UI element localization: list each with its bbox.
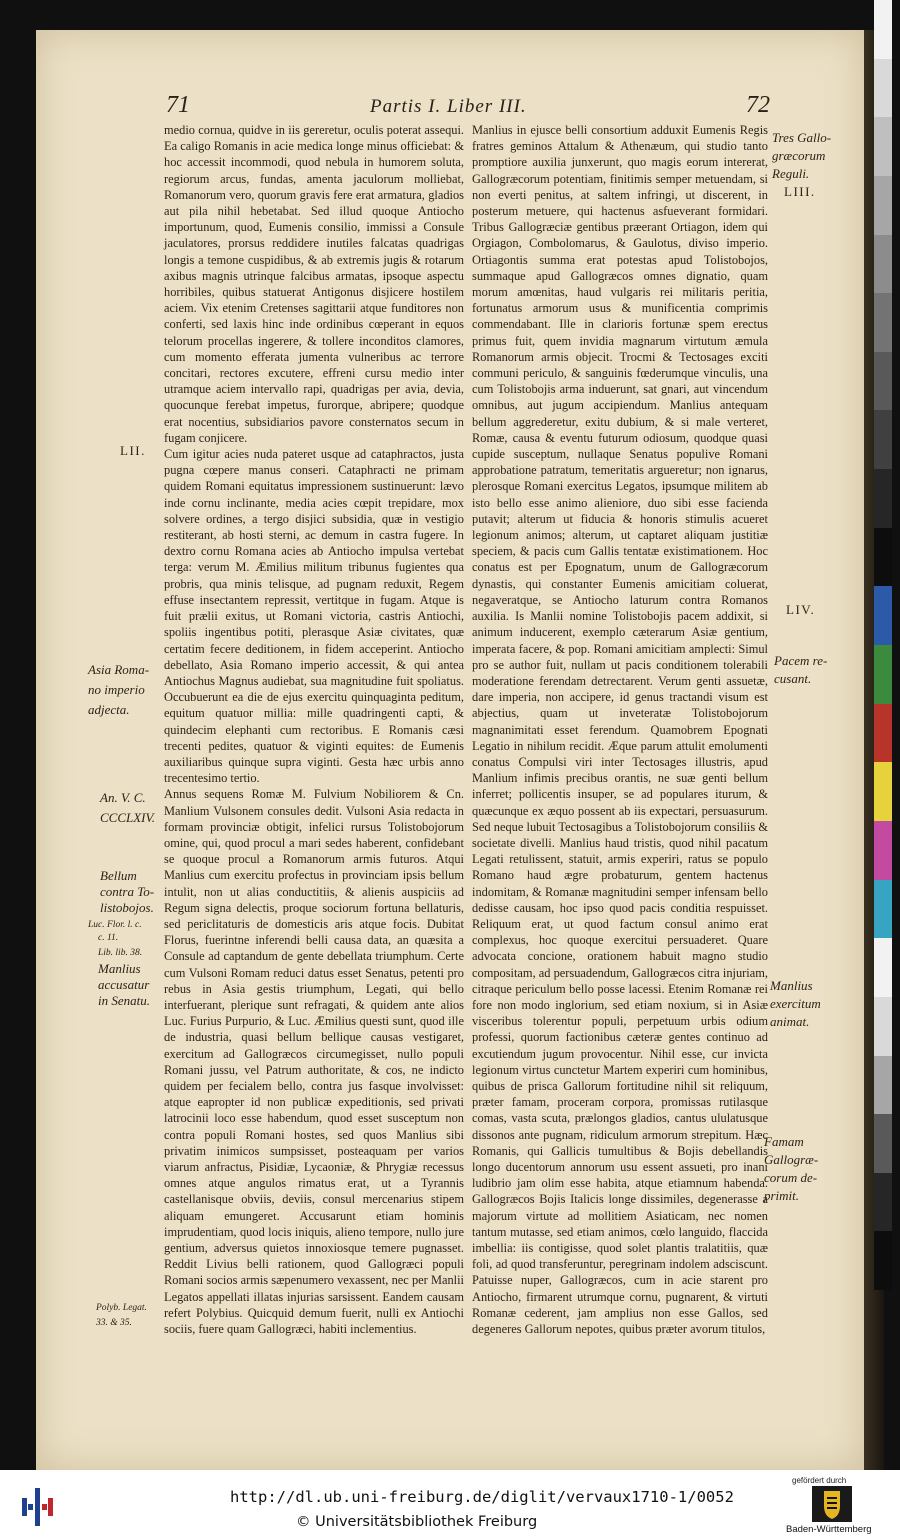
margin-note-famam: corum de- [764, 1170, 818, 1185]
margin-note-manlius: Manlius [98, 961, 141, 976]
paragraph: medio cornua, quidve in iis gereretur, oculis poterat assequi. Ea caligo Romanis in acie medica longe minus officiebat: & hoc accessit incommodi, quod nebula in humorem soluta, regiorum arcus, fundas, amenta jaculorum molliebat, Romanorum vero, quorum gravis fere erat armatura, gladios aut pila nihil hebetabat. Sed illud quoque Antiocho importunum, quod, Eumenis consilio, immissi a Consule jaculatores, prorsus reddidere inutiles falcatas quadrigas longis a temone cuspidibus, & ab extremis jugis & rotarum axibus magnis utrinque falcibus armatas, ipsoque aspectu horribiles, quibus statuerat Antigonus disjicere hostilem aciem. Vix etenim Cretenses sagittarii atque funditores non conferti, sed laxis hinc inde ordinibus cœperant in equos telorum procellas ingerere, & tollere inconditos clamores, cum momento efferata jumenta vulneribus ac terrore concitari, rectores excutere, effreni cursu medio inter utramque aciem intervallo rapi, quadrigas per avia, devia, quocunque ferebat impetus, furorque, abripere; quodque erat nocentius, subsidiarios pavore consternatos secum in fugam conjicere. [164, 123, 464, 445]
section-number-lii: LII. [120, 443, 146, 458]
margin-note-year: An. V. C. [100, 790, 146, 805]
page-number-left: 71 [166, 92, 190, 118]
page-number-right: 72 [746, 92, 770, 118]
margin-note-bellum: contra To- [100, 884, 155, 899]
funding-label: gefördert durch [792, 1476, 847, 1485]
margin-note-asia: adjecta. [88, 702, 130, 717]
paragraph: Annus sequens Romæ M. Fulvium Nobiliorem & Cn. Manlium Vulsonem consules dedit. Vulsoni Asia redacta in formam provinciæ obtigit, infelici rursus Tolistobojorum omine, qui, quod procul a mari sedes haberent, confidebant se quoque procul a Romanorum armis futuros. Atqui Manlius cum exercitu profectus in provinciam ipsis bellum intulit, non ut alias conductitiis, & alienis auspiciis ad Regum signa delectis, proque sociorum fortuna bellaturis, sed periclitaturis de domesticis aris atque focis. Dubitat Florus, fuerintne inferendi belli causa data, an quæsita a Consule ad captandum de gente debellata triumphum. Certe cum Vulsoni Romam reduci datus esset Senatus, petenti pro rebus in Asia gestis triumphum, Legati, qui bello interfuerant, plerique sunt refragati, & quidem ante alios Luc. Furius Purpurio, & Luc. Æmilius questi sunt, quod ille de industria, quasi bellum bellique causas vestigaret, exercitum ad Gallogræcos circumegisset, nullo populi Romani jussu, vel Patrum authoritate, & cos, ne indicto quidem per fecialem bello, contra jus fasque involvisset: atque eapropter id non publicæ expeditionis, sed privati latrocinii loco esse habendum, quod esset susceptum non contra populi Romani hostes, sed quos Manlius sibi privatim inimicos sumpsisset, posteaquam per varios viarum anfractus, Pisidiæ, Lycaoniæ, & Phrygiæ recessus omnes atque angulos rimatus erat, ut a Tyrannis castellanisque obviis, deviis, consul mercenarius stipem aliquam emungeret. Accusarunt etiam hominis imprudentiam, quod locis iniquis, alieno tempore, nullo jure gentium, adversus quietos innoxiosque temere pugnasset. Reddit Livius belli rationem, quod Gallogræci populi Romani socios armis sæpenumero vexassent, nec per Manlii Legatos appellati illatas injurias sarsissent. Eandem causam refert Polybius. Quicquid demum fuerit, nulli ex Antiochi sociis, fuere quam Gallogræci, habiti inclementius. [164, 787, 464, 1337]
margin-note-bellum: Bellum [100, 868, 137, 883]
running-header [160, 92, 770, 120]
margin-note-manlius: in Senatu. [98, 993, 150, 1008]
section-number-liii: LIII. [784, 184, 816, 199]
margin-note-asia: Asia Roma- [88, 662, 150, 677]
running-title: Partis I. Liber III. [370, 96, 527, 117]
margin-note-tres: Tres Gallo- [772, 130, 832, 145]
margin-note-exercitum: animat. [770, 1014, 810, 1029]
coat-of-arms-icon [812, 1486, 852, 1522]
margin-note-manlius: accusatur [98, 977, 150, 992]
margin-note-pacem: Pacem re- [774, 653, 828, 668]
margin-note-famam: Gallogræ- [764, 1152, 819, 1167]
sponsor-name: Baden-Württemberg [786, 1524, 872, 1535]
margin-citation: Polyb. Legat. [96, 1303, 147, 1313]
left-text-column [164, 122, 464, 1352]
margin-note-tres: Reguli. [772, 166, 810, 181]
footer-bar [0, 1470, 900, 1538]
margin-citation: Luc. Flor. l. c. [88, 920, 142, 930]
color-calibration-strip [874, 0, 892, 1290]
margin-citation: Lib. lib. 38. [98, 948, 143, 958]
margin-note-year: CCCLXIV. [100, 810, 156, 825]
paragraph: Cum igitur acies nuda pateret usque ad cataphractos, justa pugna cœpere manus conseri. Cataphracti ne primam quidem Romani equitatus impressionem sustinuerunt: lævo inde cornu inclinante, media acies cœpit trepidare, mox solvere ordines, a tergo disjici subsidia, quæ in vestigio restiterant, ab hosti sterni, ac demum in castra fugere. In dextro cornu Romana acies ab Antiocho impulsa vertebat terga: verum M. Æmilius militum tribunus fugientes qua probris, qua minis telisque, ad pugnam reduxit, Regem effuse insectantem repressit, vertitque in fugam. Atque is fuit prælii exitus, ut Romani victoria, castris Antiochi, spoliis ingentibus potiti, plerasque Asiæ civitates, quæ certatim fecere deditionem, in fidem acceperint. Antiocho debellato, Asia Romano imperio accessit, & qui antea Antiochus Magnus audiebat, sua magnitudine fuit spoliatus. Occubuerunt ea die de ejus exercitu quinquaginta peditum, equitum quatuor millia: mille quadringenti capti, & quindecim elephanti cum rectoribus. E Romanis cæsi trecenti pedites, quatuor & viginti equites: de Eumenis auxiliaribus quinque supra viginti. Gesta hæc urbis anno trecentesimo tertio. [164, 447, 464, 786]
margin-note-exercitum: Manlius [770, 978, 813, 993]
margin-note-famam: Famam [764, 1134, 804, 1149]
section-number-liv: LIV. [786, 602, 816, 617]
permalink-url[interactable]: http://dl.ub.uni-freiburg.de/diglit/vervaux1710-1/0052 [230, 1488, 734, 1506]
right-text-column [472, 122, 768, 1367]
paragraph: Manlius in ejusce belli consortium adduxit Eumenis Regis fratres geminos Attalum & Athenæum, qui studio tanto promptiore auxilia junxerunt, quo magis eorum intererat, Gallogræcorum potentiam, finitimis semper metuendam, si non everti penitus, at saltem infringi, ut discerent, in posterum metuere, qui hactenus asfueverant formidari. Tribus Gallogræciæ gentibus præerant Ortiagon, idem qui Orgiagon, Combolomarus, & Gaulotus, diviso imperio. Ortiagontis summa erat potestas apud Tolistobojos, summaque apud Gallogræcos omnes dignatio, quam morum amœnitas, haud vulgaris rei militaris peritia, fortunatus armorum usus & munificentia comprimis commendabant. Ille in clarioris fortunæ spem erectus primus fuit, quem invidia magnarum virtutum æmula Romanorum armis objecit. Trocmi & Tectosages exciti communi periculo, & sanguinis fœderumque vinculis, una cum Tolistobojis arma induerunt, sat gnari, aut vincendum omnibus, aut jugum accipiendum. Manlius antequam bellum aggrederetur, exitu dubium, & si male verteret, Romæ, causa & eventu futurum odiosum, quodque quasi cupide susceptum, nullaque Senatus populive Romani approbatione patratum, temeritatis argueretur; non ignarus, plerosque Romani exercitus Legatos, ipsumque militem ab isto bello esse animo alieniore, duo sibi esse facienda putavit; alterum ut fiducia & honoris stimulis acueret legionum animos; alterum, ut captaret aliquam justitiæ speciem, & pacis cum Gallis tentatæ existimationem. Hoc conatus est per Epognatum, unum de Gallogræcorum dynastis, qui constanter Eumenis amicitiam coluerat, negaveratque, se Antiocho laturum contra Romanos auxilia. Is Manlii nomine Tolistobojis pacem addixit, si animum inducerent, exemplo cæterarum Asiæ gentium, imperata facere, & pop. Romani amicitiam amplecti: Simul pro se author fuit, nullam ut pacis conditionem tolerabili moderatione ferendam detrectarent. Verum genti assuetæ, dare imperia, non accipere, id genus tractandi visum est abjectius, quam ut inveteratæ Tolistobojorum magnanimitati esset ferendum. Quamobrem Epognati Legatio in nihilum recidit. Æque parum attulit emolumenti conatus Compulsi viri inter Tectosages illustris, apud Manlium infimis precibus orantis, ne suæ genti bellum inferret; pollicentis insuper, se ad populares iturum, & quæcunque ex æquo possent ab iis expectari, persuasurum. Sed neque lubuit Tectosagibus a Tolistobojorum consiliis & societate divelli. Manlius haud tristis, quod nihil pacatum Legati retulissent, statuit, armis experiri, ratus se populo Romano haud ægre probaturum, gentem hactenus indomitam, & Romanæ magnitudini semper infensam bello dedisse causam, hoc ipso quod pacis conditia respuisset. Reliquum erat, ut quod factum consul animo erat complexus, hoc quoque exercitui persuaderet. Quare advocata concione, orationem habuit magno studio compositam, ad persuadendum, Gallogræcos citra injuriam, citraque periculum bello posse lacessi. Etenim Romanæ rei fore non modo inglorium, sed etiam noxium, si in Asiæ visceribus tolerentur populi, perpetuum urbis odium professi, quorum factionibus cæteræ gentes continuo ad excutiendum jugum provocentur. Nihil esse, cur invicta legionum virtus cunctetur Martem experiri cum hominibus, quibus de prisca Gallorum fortitudine nihil sit reliquum, præter famam, proceram corpora, promissas rutilasque comas, vasta scuta, prælongos gladios, cantus ululatusque dissonos ante pugnam, ridiculum armorum strepitum. Hæc Romanis, qui Gallicis tumultibus & Bojis debellandis longo ducentorum annorum usu essent assueti, pro inani ludibrio jam olim esse habita, atque etiamnum habenda. Gallogræcos Bojis Italicis longe dissimiles, degenerasse a majorum virtute ad mollitiem Asiaticam, nec nomen tantum mutasse, sed etiam animos, cœlo languido, flaccida imbellia: iis contigisse, quod solet plantis tralatitiis, quæ foli, ad quod transferuntur, peregrinam indolem adsciscunt. Patuisse nuper, Gallogræcos, cum in acie starent pro Antiocho, firmarent utrumque cornu, pugnarent, & virtuti Romanæ cederent, jam amplius non esse Gallos, sed degeneres Gallorum nepotes, quibus præter avorum titulos, [472, 123, 768, 1337]
margin-note-pacem: cusant. [774, 671, 812, 686]
copyright-notice: © Universitätsbibliothek Freiburg [296, 1514, 538, 1530]
margin-note-exercitum: exercitum [770, 996, 821, 1011]
university-library-logo-icon [18, 1482, 58, 1532]
margin-note-tres: græcorum [772, 148, 826, 163]
margin-citation: 33. & 35. [96, 1318, 132, 1328]
margin-note-bellum: listobojos. [100, 900, 154, 915]
margin-citation: c. 11. [98, 933, 119, 943]
margin-note-asia: no imperio [88, 682, 145, 697]
margin-note-famam: primit. [764, 1188, 800, 1203]
